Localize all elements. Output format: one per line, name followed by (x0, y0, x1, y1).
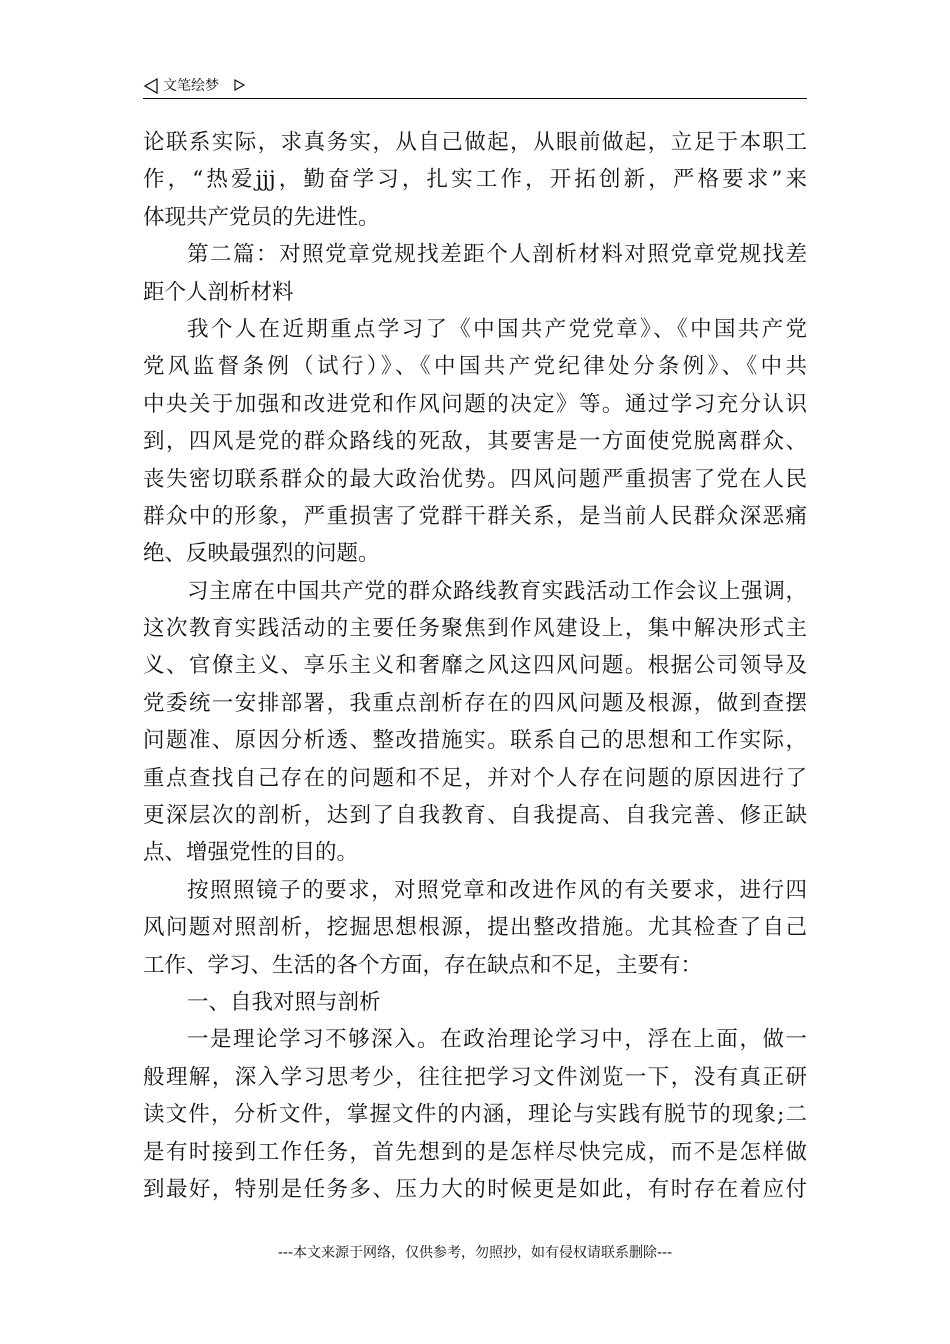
text-line: 一、自我对照与剖析 (187, 989, 381, 1015)
header-divider (143, 98, 807, 99)
left-triangle-outline-icon (143, 78, 159, 94)
paragraph (143, 872, 807, 984)
text-line: 第二篇：对照党章党规找差距个人剖析材料对照党章党规找差 (187, 242, 807, 268)
text-line: 更深层次的剖析，达到了自我教育、自我提高、自我完善、修正缺 (143, 803, 807, 829)
text-line: 论联系实际，求真务实，从自己做起，从眼前做起，立足于本职工 (143, 130, 807, 155)
text-line: 到最好，特别是任务多、压力大的时候更是如此，有时存在着应付 (143, 1176, 807, 1202)
text-line: 党风监督条例（试行）》、《中国共产党纪律处分条例》、《中共 (143, 354, 807, 380)
header-title: 文笔绘梦 (163, 78, 219, 94)
text-line: 这次教育实践活动的主要任务聚焦到作风建设上，集中解决形式主 (143, 616, 807, 642)
paragraph (143, 236, 807, 311)
document-body (143, 124, 807, 1208)
footer-notice: ---本文来源于网络，仅供参考，勿照抄，如有侵权请联系删除--- (277, 1245, 673, 1261)
text-line: 我个人在近期重点学习了《中国共产党党章》、《中国共产党 (187, 316, 807, 342)
text-line: 群众中的形象，严重损害了党群干群关系，是当前人民群众深恶痛 (143, 503, 807, 529)
text-line: 点、增强党性的目的。 (143, 840, 359, 866)
text-line: 是有时接到工作任务，首先想到的是怎样尽快完成，而不是怎样做 (143, 1139, 807, 1165)
text-line: 问题准、原因分析透、整改措施实。联系自己的思想和工作实际， (143, 728, 807, 754)
text-line: 绝、反映最强烈的问题。 (143, 541, 380, 567)
text-line: 体现共产党员的先进性。 (143, 204, 380, 230)
text-line: 作，“热爱jjj，勤奋学习，扎实工作，开拓创新，严格要求”来 (143, 167, 807, 193)
text-line: 风问题对照剖析，挖掘思想根源，提出整改措施。尤其检查了自己 (143, 915, 807, 941)
text-line: 般理解，深入学习思考少，往往把学习文件浏览一下，没有真正研 (143, 1064, 807, 1090)
right-triangle-outline-icon (233, 79, 245, 91)
page-header (143, 76, 807, 98)
text-line: 中央关于加强和改进党和作风问题的决定》等。通过学习充分认识 (143, 391, 807, 417)
section-heading (143, 984, 807, 1021)
text-line: 党委统一安排部署，我重点剖析存在的四风问题及根源，做到查摆 (143, 690, 807, 716)
text-line: 丧失密切联系群众的最大政治优势。四风问题严重损害了党在人民 (143, 466, 807, 492)
text-line: 一是理论学习不够深入。在政治理论学习中，浮在上面，做一 (187, 1027, 807, 1053)
text-line: 习主席在中国共产党的群众路线教育实践活动工作会议上强调， (187, 578, 807, 604)
text-line: 义、官僚主义、享乐主义和奢靡之风这四风问题。根据公司领导及 (143, 653, 807, 679)
text-line: 工作、学习、生活的各个方面，存在缺点和不足，主要有： (143, 952, 703, 978)
paragraph (143, 573, 807, 872)
paragraph (143, 1021, 807, 1208)
text-line: 到，四风是党的群众路线的死敌，其要害是一方面使党脱离群众、 (143, 429, 807, 455)
text-line: 读文件，分析文件，掌握文件的内涵，理论与实践有脱节的现象;二 (143, 1102, 807, 1128)
text-line: 重点查找自己存在的问题和不足，并对个人存在问题的原因进行了 (143, 765, 807, 791)
text-line: 距个人剖析材料 (143, 279, 294, 305)
paragraph (143, 311, 807, 573)
paragraph (143, 124, 807, 236)
text-line: 按照照镜子的要求，对照党章和改进作风的有关要求，进行四 (187, 877, 807, 903)
